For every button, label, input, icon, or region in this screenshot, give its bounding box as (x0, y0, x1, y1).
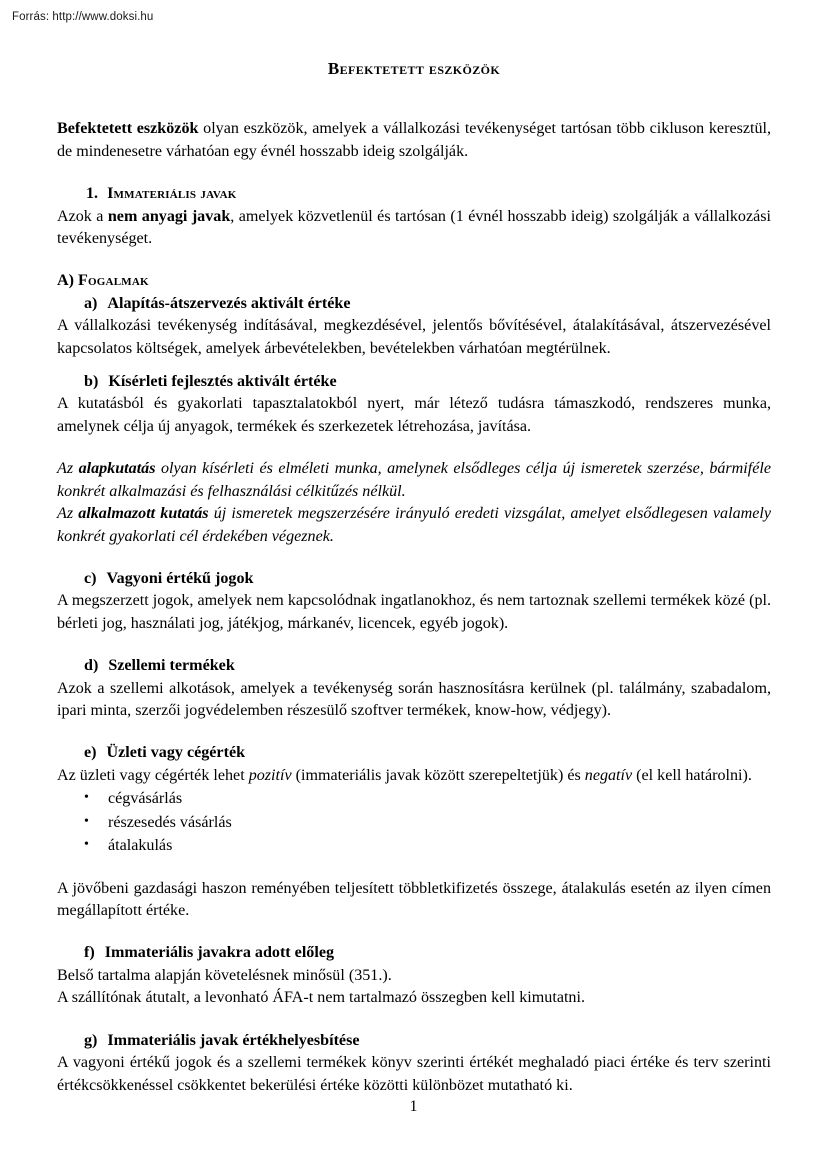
heading-item-f-label: f) (84, 944, 95, 962)
heading-section-A-title: Fogalmak (78, 272, 149, 290)
source-watermark: Forrás: http://www.doksi.hu (12, 11, 154, 23)
heading-section-1-title: Immateriális javak (107, 185, 237, 203)
document-body (57, 58, 771, 1097)
heading-item-g-title: Immateriális javak értékhelyesbítése (107, 1031, 360, 1049)
intro-paragraph (57, 118, 771, 163)
goodwill-term-negative: negatív (584, 766, 633, 784)
section-1-text-post: , amelyek közvetlenül és tartósan (1 évnél hosszabb ideig) szolgálják a vállalkozási tevékenységet. (57, 207, 771, 248)
research-note-1-post: olyan kísérleti és elméleti munka, amelynek elsődleges célja új ismeretek szerzése, bármiféle konkrét alkalmazási és felhasználási célkitűzés nélkül. (57, 460, 771, 500)
goodwill-intro-post: (el kell határolni). (632, 766, 752, 784)
spacer (57, 635, 771, 655)
spacer (57, 438, 771, 458)
item-b-body: A kutatásból és gyakorlati tapasztalatokból nyert, már létező tudásra támaszkodó, rendszeres munka, amelynek célja új anyagok, termékek és szerkezetek létrehozása, javítása. (57, 395, 771, 435)
heading-section-A (57, 270, 771, 292)
research-note-1-pre: Az (57, 460, 79, 478)
heading-item-g-label: g) (84, 1031, 98, 1049)
page-number: 1 (409, 1098, 418, 1115)
item-a-body: A vállalkozási tevékenység indításával, megkezdésével, jelentős bővítésével, átalakításával, átszervezésével kapcsolatos költségek, amelyek árbevételekben, bevételekben várhatóan megtérülnek. (57, 317, 771, 357)
goodwill-closing-paragraph: A jövőbeni gazdasági haszon reményében teljesített többletkifizetés összege, átalakulás esetén az ilyen címen megállapított értéke. (57, 879, 771, 920)
heading-item-a-label: a) (84, 294, 98, 312)
section-1-term: nem anyagi javak (107, 207, 231, 225)
heading-item-f-title: Immateriális javakra adott előleg (104, 944, 335, 962)
spacer (57, 163, 771, 183)
heading-item-c (57, 568, 771, 590)
list-item: • átalakulás (57, 834, 771, 858)
item-c-body: A megszerzett jogok, amelyek nem kapcsolódnak ingatlanokhoz, és nem tartoznak szellemi termékek közé (pl. bérleti jog, használati jog, játékjog, márkanév, licencek, egyéb jogok). (57, 592, 771, 632)
heading-item-a-title: Alapítás-átszervezés aktivált értéke (107, 294, 351, 312)
heading-item-b-title: Kísérleti fejlesztés aktivált értéke (108, 373, 337, 391)
list-item: • részesedés vásárlás (57, 811, 771, 835)
spacer (57, 1010, 771, 1030)
intro-text: olyan eszközök, amelyek a vállalkozási tevékenységet tartósan több cikluson keresztül, de mindenesetre várhatóan egy évnél hosszabb ideig szolgálják. (57, 120, 772, 160)
intro-lead-term: Befektetett eszközök (57, 120, 199, 138)
heading-item-c-title: Vagyoni értékű jogok (106, 569, 254, 587)
goodwill-intro-pre: Az üzleti vagy cégérték lehet (57, 766, 249, 784)
heading-section-1 (57, 183, 771, 205)
item-g-body: A vagyoni értékű jogok és a szellemi termékek könyv szerinti értékét meghaladó piaci értéke és terv szerinti értékcsökkenéssel csökkentet bekerülési értéke közötti különbözet mutatható ki. (57, 1054, 771, 1094)
item-f-body-line1: Belső tartalma alapján követelésnek minősül (351.). (57, 966, 392, 984)
item-f-body-line2: A szállítónak átutalt, a levonható ÁFA-t nem tartalmazó összegben kell kimutatni. (57, 989, 585, 1007)
spacer (57, 722, 771, 742)
heading-item-g (57, 1030, 771, 1052)
research-note-alkalmazott-kutatas (57, 503, 771, 548)
spacer (57, 858, 771, 878)
heading-item-b-label: b) (84, 373, 99, 391)
heading-item-a (57, 293, 771, 315)
heading-section-1-number: 1. (86, 185, 99, 203)
heading-item-e (57, 742, 771, 764)
spacer (57, 80, 771, 118)
section-1-paragraph (57, 206, 771, 251)
item-d-body: Azok a szellemi alkotások, amelyek a tevékenység során hasznosításra kerülnek (pl. találmány, szabadalom, ipari minta, szerzői jogvédelemben részesülő szoftver termékek, know-how, védjegy). (57, 679, 771, 719)
goodwill-intro-mid: (immateriális javak között szerepeltetjük) és (291, 766, 585, 784)
heading-item-d (57, 655, 771, 677)
heading-item-e-label: e) (84, 744, 97, 762)
heading-item-c-label: c) (84, 569, 97, 587)
spacer (57, 250, 771, 270)
research-note-alapkutatas (57, 458, 771, 503)
section-1-text-pre: Azok a (57, 207, 108, 225)
heading-item-e-title: Üzleti vagy cégérték (106, 744, 246, 762)
heading-item-b (57, 371, 771, 393)
research-note-1-term: alapkutatás (78, 460, 156, 478)
research-note-2-term: alkalmazott kutatás (78, 505, 209, 523)
heading-section-A-label: A) (57, 272, 74, 290)
spacer (57, 548, 771, 568)
page-title: Befektetett eszközök (327, 59, 501, 78)
heading-item-d-label: d) (84, 657, 99, 675)
spacer (57, 360, 771, 371)
heading-item-d-title: Szellemi termékek (108, 657, 235, 675)
item-e-body (57, 765, 771, 787)
spacer (57, 922, 771, 942)
research-note-2-pre: Az (57, 505, 79, 523)
research-note-2-post: új ismeretek megszerzésére irányuló eredeti vizsgálat, amelyet elsődlegesen valamely konkrét gyakorlati cél érdekében végeznek. (57, 505, 771, 545)
list-item: • cégvásárlás (57, 787, 771, 811)
goodwill-term-positive: pozitív (248, 766, 292, 784)
goodwill-bullet-list (57, 787, 771, 858)
heading-item-f (57, 942, 771, 964)
